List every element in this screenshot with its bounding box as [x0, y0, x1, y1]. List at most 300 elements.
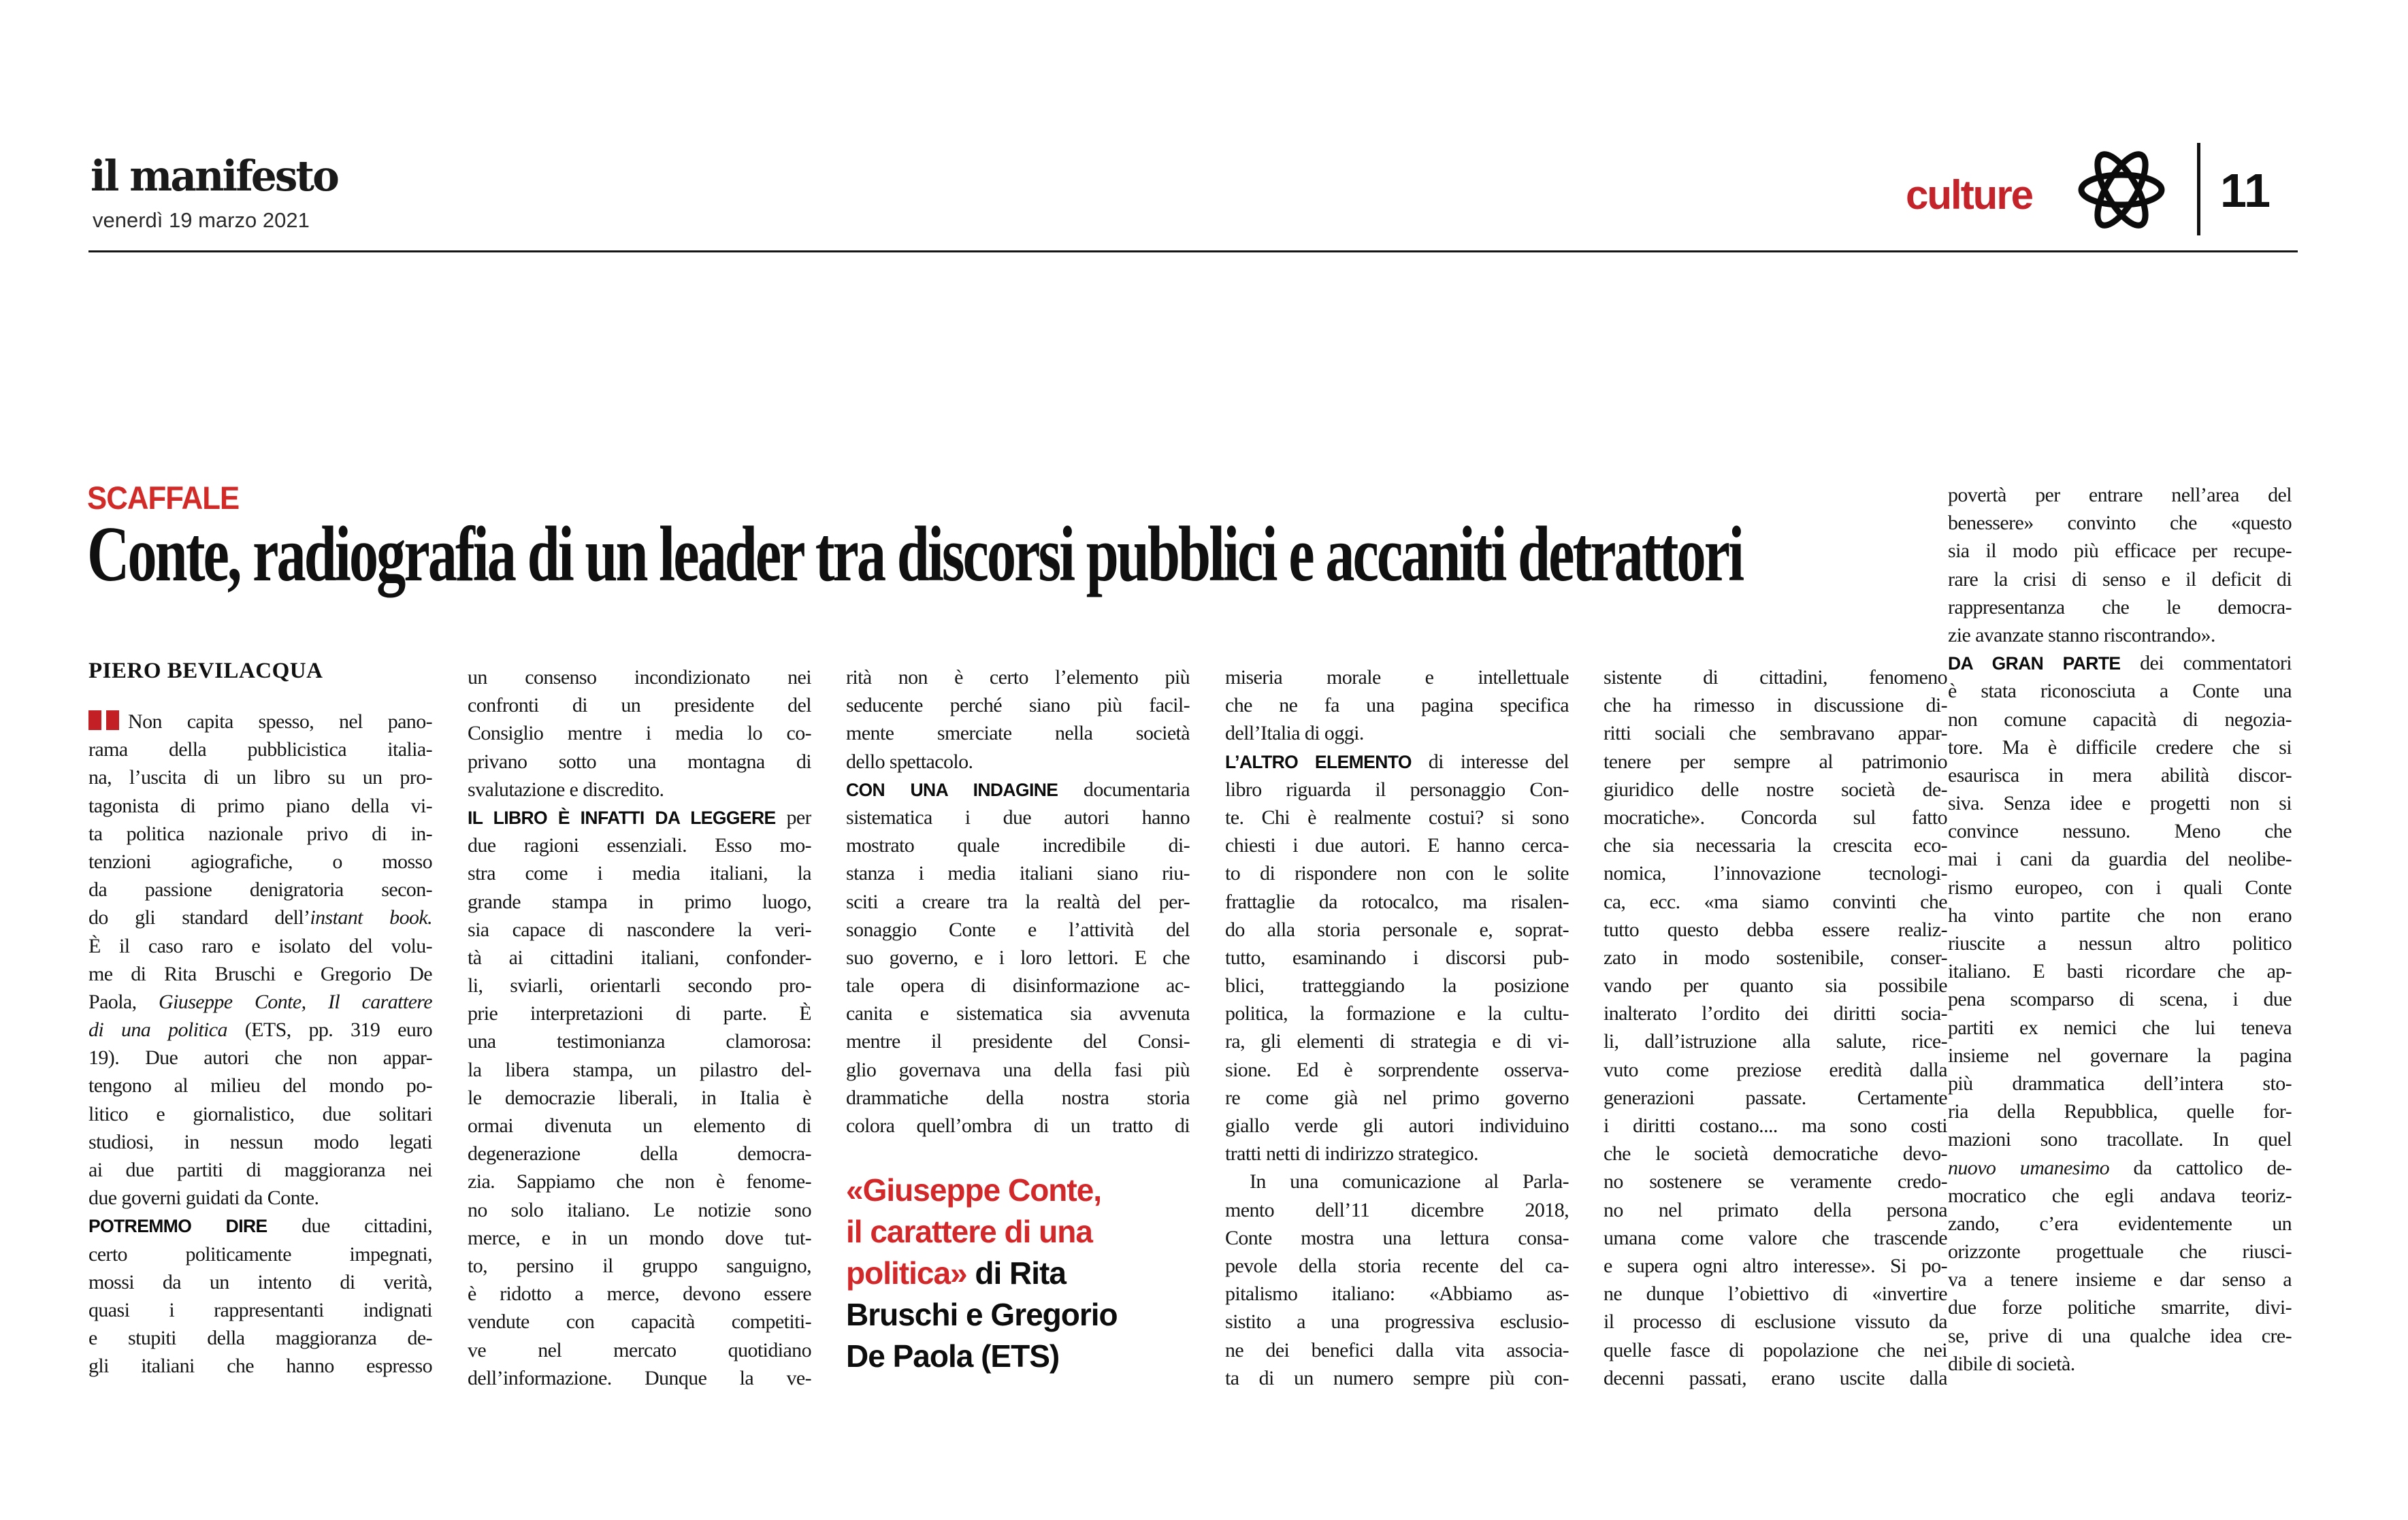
text-line	[1948, 1350, 2292, 1378]
paragraph-lead-in: IL LIBRO È INFATTI DA LEGGERE	[468, 807, 776, 828]
text-segment: e stupiti della maggioranza de-	[88, 1327, 432, 1350]
text-line	[846, 944, 1190, 972]
text-line	[1948, 1238, 2292, 1266]
pull-quote-line	[846, 1294, 1190, 1336]
text-segment: to, persino il gruppo sanguigno,	[468, 1254, 811, 1277]
text-line	[1948, 1210, 2292, 1238]
text-line	[88, 904, 432, 931]
text-segment: ria della Repubblica, quelle for-	[1948, 1100, 2292, 1123]
text-line	[1948, 706, 2292, 733]
text-segment: canita e sistematica sia avvenuta	[846, 1002, 1190, 1025]
text-line	[846, 776, 1190, 804]
text-line	[846, 1027, 1190, 1055]
text-segment: zia. Sappiamo che non è fenome-	[468, 1170, 811, 1193]
text-line	[1604, 719, 1947, 747]
text-segment: tagonista di primo piano della vi-	[88, 794, 432, 817]
text-line	[468, 1280, 811, 1308]
text-segment: ta di un numero sempre più con-	[1225, 1366, 1569, 1389]
text-line	[1604, 888, 1947, 916]
text-line	[1604, 1084, 1947, 1112]
headline: Conte, radiografia di un leader tra discorsi pubblici e accaniti detrattori	[87, 511, 1743, 598]
text-line	[88, 1072, 432, 1100]
text-line	[88, 1240, 432, 1268]
text-segment: tale opera di disinformazione ac-	[846, 974, 1190, 997]
byline: PIERO BEVILACQUA	[88, 659, 323, 683]
text-line	[1948, 649, 2292, 677]
text-segment: da cattolico de-	[2109, 1156, 2292, 1179]
masthead-logo: il manifesto	[91, 151, 338, 201]
text-segment: mai i cani da guardia del neolibe-	[1948, 848, 2292, 871]
text-line	[1604, 999, 1947, 1027]
text-line	[1225, 719, 1569, 747]
text-segment: benessere» convinto che «questo	[1948, 512, 2292, 535]
text-segment: zie avanzate stanno riscontrando».	[1948, 623, 2215, 646]
text-segment: miseria morale e intellettuale	[1225, 666, 1569, 689]
text-line	[1225, 663, 1569, 691]
text-line	[1948, 985, 2292, 1013]
text-line	[846, 1056, 1190, 1084]
paragraph-lead-in: DA GRAN PARTE	[1948, 653, 2121, 674]
text-line	[1604, 748, 1947, 776]
text-line	[88, 820, 432, 848]
text-line	[1225, 1168, 1569, 1195]
text-segment: do gli standard dell’	[88, 906, 310, 929]
text-segment: merce, e in un mondo dove tut-	[468, 1226, 811, 1249]
text-line	[88, 1156, 432, 1184]
text-segment: privano sotto una montagna di	[468, 750, 811, 773]
text-segment: pitalismo italiano: «Abbiamo as-	[1225, 1283, 1569, 1306]
pull-quote-segment: «Giuseppe Conte,	[846, 1172, 1102, 1208]
header-rule	[88, 250, 2298, 252]
text-line	[1948, 1042, 2292, 1070]
text-line	[88, 1324, 432, 1352]
text-line	[1225, 831, 1569, 859]
text-segment: no nel primato della persona	[1604, 1198, 1947, 1221]
text-line	[1948, 733, 2292, 761]
text-line	[468, 1084, 811, 1112]
text-segment: è ridotto a merce, devono essere	[468, 1283, 811, 1306]
text-segment: libro riguarda il personaggio Con-	[1225, 778, 1569, 801]
text-line	[1948, 1070, 2292, 1097]
text-segment: In una comunicazione al Parla-	[1250, 1170, 1569, 1193]
text-segment: sistente di cittadini, fenomeno	[1604, 666, 1947, 689]
text-line	[468, 1056, 811, 1084]
text-line	[1604, 663, 1947, 691]
text-line	[468, 944, 811, 972]
text-segment: frattaglie da rotocalco, ma risalen-	[1225, 890, 1569, 913]
text-segment: tengono al milieu del mondo po-	[88, 1074, 432, 1097]
text-line	[1948, 929, 2292, 957]
text-segment: zando, c’era evidentemente un	[1948, 1212, 2292, 1235]
text-segment: tratti netti di indirizzo strategico.	[1225, 1142, 1478, 1166]
text-line	[88, 792, 432, 820]
text-segment: tà ai cittadini italiani, confonder-	[468, 946, 811, 969]
text-segment: litico e giornalistico, due solitari	[88, 1102, 432, 1125]
text-line	[88, 1184, 432, 1212]
text-line	[1225, 916, 1569, 944]
text-line	[846, 691, 1190, 719]
issue-date: venerdì 19 marzo 2021	[93, 208, 310, 232]
text-segment: non comune capacità di negozia-	[1948, 708, 2292, 731]
text-segment: re come già nel primo governo	[1225, 1086, 1569, 1109]
text-segment: tutto questo debba essere realiz-	[1604, 918, 1947, 941]
article-column-1	[88, 708, 432, 1381]
text-segment: sonaggio Conte e l’attività del	[846, 918, 1190, 941]
kicker: SCAFFALE	[87, 480, 240, 516]
text-segment: sistematica i due autori hanno	[846, 806, 1190, 829]
text-line	[846, 888, 1190, 916]
text-line	[1948, 565, 2292, 593]
text-line	[88, 1352, 432, 1380]
text-line	[88, 988, 432, 1016]
text-line	[88, 960, 432, 988]
text-line	[846, 748, 1190, 776]
text-segment: esaurisca in mera abilità discor-	[1948, 763, 2292, 787]
text-line	[1604, 1252, 1947, 1280]
text-segment: inalterato l’ordito dei diritti socia-	[1604, 1002, 1947, 1025]
text-line	[1604, 859, 1947, 887]
text-segment: le democrazie liberali, in Italia è	[468, 1086, 811, 1109]
atom-logo-icon	[2077, 148, 2166, 231]
text-line	[846, 804, 1190, 831]
text-segment: nomica, l’innovazione tecnologi-	[1604, 862, 1947, 885]
text-segment: sione. Ed è sorprendente osserva-	[1225, 1058, 1569, 1081]
text-segment: na, l’uscita di un libro su un pro-	[88, 766, 432, 789]
text-segment: generazioni passate. Certamente	[1604, 1086, 1947, 1109]
text-segment: dello spettacolo.	[846, 750, 973, 773]
text-line	[1948, 874, 2292, 902]
text-line	[1225, 1308, 1569, 1336]
text-line	[1604, 1224, 1947, 1252]
text-line	[1225, 972, 1569, 999]
text-segment: ca, ecc. «ma siamo convinti che	[1604, 890, 1947, 913]
text-line	[1225, 804, 1569, 831]
text-segment: drammatiche della nostra storia	[846, 1086, 1190, 1109]
text-segment: grande stampa in primo luogo,	[468, 890, 811, 913]
pull-quote-segment: politica»	[846, 1255, 967, 1291]
text-line	[1225, 999, 1569, 1027]
paragraph-lead-in: POTREMMO DIRE	[88, 1216, 267, 1237]
text-line	[1604, 1168, 1947, 1195]
text-segment: dibile di società.	[1948, 1352, 2075, 1375]
text-line	[88, 763, 432, 791]
text-segment: documentaria	[1058, 778, 1190, 801]
text-segment: mento dell’11 dicembre 2018,	[1225, 1198, 1569, 1221]
text-segment: colora quell’ombra di un tratto di	[846, 1114, 1190, 1137]
text-line	[468, 1336, 811, 1364]
text-segment: suo governo, e i loro lettori. E che	[846, 946, 1190, 969]
text-line	[468, 999, 811, 1027]
text-line	[1604, 1196, 1947, 1224]
text-segment: il processo di esclusione vissuto da	[1604, 1310, 1947, 1334]
text-segment: 19). Due autori che non appar-	[88, 1046, 432, 1070]
text-line	[1948, 509, 2292, 537]
text-segment: mentre il presidente del Consi-	[846, 1030, 1190, 1053]
text-line	[1948, 677, 2292, 705]
text-segment: quasi i rappresentanti indignati	[88, 1298, 432, 1321]
text-segment: dell’informazione. Dunque la ve-	[468, 1366, 811, 1389]
text-segment: due cittadini,	[267, 1215, 432, 1238]
text-line	[1604, 972, 1947, 999]
text-line	[1604, 944, 1947, 972]
text-segment: politica, la formazione e la cultu-	[1225, 1002, 1569, 1025]
text-segment: prie interpretazioni di parte. È	[468, 1002, 811, 1025]
text-line	[468, 831, 811, 859]
text-segment: decenni passati, erano uscite dalla	[1604, 1366, 1947, 1389]
text-segment: stra come i media italiani, la	[468, 862, 811, 885]
text-segment: studiosi, in nessun modo legati	[88, 1130, 432, 1153]
section-label: culture	[1906, 172, 2033, 218]
text-line	[1948, 481, 2292, 509]
book-pull-quote	[846, 1170, 1190, 1377]
text-segment: convince nessuno. Meno che	[1948, 820, 2292, 843]
text-line	[1948, 593, 2292, 621]
text-segment: pena scomparso di scena, i due	[1948, 988, 2292, 1011]
text-line	[1948, 1154, 2292, 1182]
text-segment: rare la crisi di senso e il deficit di	[1948, 567, 2292, 591]
text-line	[88, 848, 432, 876]
text-line	[1604, 916, 1947, 944]
text-segment: rismo europeo, con i quali Conte	[1948, 876, 2292, 899]
text-segment: insieme nel governare la pagina	[1948, 1044, 2292, 1067]
page-number: 11	[2220, 164, 2271, 217]
text-line	[846, 1084, 1190, 1112]
text-line	[1948, 789, 2292, 817]
text-segment: me di Rita Bruschi e Gregorio De	[88, 962, 432, 985]
paragraph-marker-icon	[106, 710, 119, 730]
text-segment: ne dei benefici dalla vita associa-	[1225, 1338, 1569, 1361]
text-line	[1948, 1125, 2292, 1153]
text-segment: sciti a creare tra la realtà del per-	[846, 890, 1190, 913]
text-segment: e supera ogni altro interesse». Si po-	[1604, 1254, 1947, 1277]
text-line	[1604, 691, 1947, 719]
text-segment: siva. Senza idee e progetti non si	[1948, 792, 2292, 815]
text-line	[1604, 776, 1947, 804]
article-column-2	[468, 663, 811, 1392]
pull-quote-line	[846, 1170, 1190, 1211]
text-line	[468, 663, 811, 691]
text-line	[468, 1364, 811, 1392]
text-segment: ve nel mercato quotidiano	[468, 1338, 811, 1361]
text-line	[88, 1268, 432, 1296]
text-line	[88, 876, 432, 904]
text-line	[468, 776, 811, 804]
text-segment: instant book.	[310, 906, 432, 929]
text-line	[1948, 1322, 2292, 1350]
text-line	[1948, 1014, 2292, 1042]
text-segment: blici, tratteggiando la posizione	[1225, 974, 1569, 997]
text-segment: vendute con capacità competiti-	[468, 1310, 811, 1334]
text-segment: due forze politiche smarrite, divi-	[1948, 1296, 2292, 1319]
text-segment: glio governava una della fasi più	[846, 1058, 1190, 1081]
text-segment: (ETS, pp. 319 euro	[227, 1019, 432, 1042]
text-segment: sia capace di nascondere la veri-	[468, 918, 811, 941]
text-segment: rama della pubblicistica italia-	[88, 738, 432, 761]
text-segment: vando per quanto sia possibile	[1604, 974, 1947, 997]
text-line	[1225, 1364, 1569, 1392]
text-segment: no sostenere se veramente credo-	[1604, 1170, 1947, 1193]
text-segment: seducente perché siano più facil-	[846, 694, 1190, 717]
text-segment: che ne fa una pagina specifica	[1225, 694, 1569, 717]
text-segment: te. Chi è realmente costui? si sono	[1225, 806, 1569, 829]
pull-quote-segment: di Rita	[966, 1255, 1066, 1291]
text-line	[468, 1224, 811, 1252]
text-line	[1604, 804, 1947, 831]
text-line	[846, 999, 1190, 1027]
text-line	[468, 804, 811, 831]
text-line	[1948, 1097, 2292, 1125]
paragraph-lead-in: CON UNA INDAGINE	[846, 779, 1058, 800]
text-segment: umana come valore che trascende	[1604, 1226, 1947, 1249]
text-line	[1604, 1112, 1947, 1140]
text-line	[1225, 748, 1569, 776]
text-segment: to di rispondere non con le solite	[1225, 862, 1569, 885]
text-segment: ra, gli elementi di strategia e di vi-	[1225, 1030, 1569, 1053]
text-segment: di interesse del	[1411, 750, 1569, 773]
text-segment: che ha rimesso in discussione di-	[1604, 694, 1947, 717]
text-line	[1948, 902, 2292, 929]
text-segment: tenzioni agiografiche, o mosso	[88, 850, 432, 873]
text-line	[468, 1252, 811, 1280]
text-segment: ta politica nazionale privo di in-	[88, 822, 432, 845]
text-line	[1948, 621, 2292, 649]
text-line	[468, 691, 811, 719]
text-line	[88, 1296, 432, 1324]
text-line	[1225, 1112, 1569, 1140]
text-line	[88, 932, 432, 960]
text-segment: giallo verde gli autori individuino	[1225, 1114, 1569, 1137]
text-segment: orizzonte progettuale che riusci-	[1948, 1240, 2292, 1263]
text-line	[468, 1112, 811, 1140]
text-line	[468, 1140, 811, 1168]
text-segment: confronti di un presidente del	[468, 694, 811, 717]
text-segment: partiti ex nemici che lui teneva	[1948, 1016, 2292, 1039]
text-segment: di una politica	[88, 1019, 227, 1042]
text-segment: per	[775, 806, 811, 829]
text-segment: no solo italiano. Le notizie sono	[468, 1198, 811, 1221]
text-segment: gli italiani che hanno espresso	[88, 1355, 432, 1378]
text-line	[1225, 691, 1569, 719]
text-line	[1225, 859, 1569, 887]
text-segment: una testimonianza clamorosa:	[468, 1030, 811, 1053]
text-segment: la libera stampa, un pilastro del-	[468, 1058, 811, 1081]
text-segment: giuridico delle nostre società de-	[1604, 778, 1947, 801]
text-line	[1225, 1196, 1569, 1224]
text-line	[1948, 537, 2292, 565]
text-line	[88, 1212, 432, 1240]
text-line	[1225, 1084, 1569, 1112]
text-line	[468, 888, 811, 916]
pull-quote-segment: il carattere di una	[846, 1214, 1092, 1250]
text-line	[846, 719, 1190, 747]
text-segment: se, prive di una qualche idea cre-	[1948, 1324, 2292, 1347]
text-segment: ha vinto partite che non erano	[1948, 904, 2292, 927]
text-line	[468, 972, 811, 999]
text-line	[1604, 1308, 1947, 1336]
text-line	[88, 1100, 432, 1128]
text-segment: ai due partiti di maggioranza nei	[88, 1159, 432, 1181]
pull-quote-line	[846, 1211, 1190, 1253]
pull-quote-segment: De Paola (ETS)	[846, 1338, 1060, 1374]
article-column-6	[1948, 481, 2292, 1378]
text-segment: vuto come preziose eredità dalla	[1604, 1058, 1947, 1081]
text-segment: stanza i media italiani siano riu-	[846, 862, 1190, 885]
text-line	[468, 1168, 811, 1195]
text-segment: Consiglio mentre i media lo co-	[468, 722, 811, 745]
text-line	[1948, 1182, 2292, 1210]
text-segment: va a tenere insieme e dar senso a	[1948, 1268, 2292, 1291]
text-segment: ne dunque l’obiettivo di «invertire	[1604, 1283, 1947, 1306]
text-line	[1225, 1224, 1569, 1252]
text-line	[1225, 776, 1569, 804]
article-column-4	[1225, 663, 1569, 1392]
text-segment: Giuseppe Conte, Il carattere	[159, 990, 432, 1013]
text-line	[1225, 944, 1569, 972]
text-line	[1948, 1293, 2292, 1321]
text-segment: due ragioni essenziali. Esso mo-	[468, 834, 811, 857]
text-segment: che le società democratiche devo-	[1604, 1142, 1947, 1166]
text-line	[1225, 1252, 1569, 1280]
text-line	[468, 1308, 811, 1336]
text-line	[1948, 1266, 2292, 1293]
text-segment: Paola,	[88, 990, 159, 1013]
text-line	[1225, 1280, 1569, 1308]
text-line	[846, 663, 1190, 691]
text-segment: dei commentatori	[2120, 652, 2292, 675]
text-segment: mocratiche». Concorda sul fatto	[1604, 806, 1947, 829]
text-segment: È il caso raro e isolato del volu-	[88, 934, 432, 957]
text-segment: i diritti costano.... ma sono costi	[1604, 1114, 1947, 1137]
text-segment: dell’Italia di oggi.	[1225, 722, 1364, 745]
text-line	[1225, 1056, 1569, 1084]
text-line	[468, 859, 811, 887]
text-segment: sistito a una progressiva esclusio-	[1225, 1310, 1569, 1334]
text-line	[88, 1016, 432, 1044]
text-line	[1225, 1140, 1569, 1168]
text-segment: rità non è certo l’elemento più	[846, 666, 1190, 689]
text-segment: do alla storia personale e, soprat-	[1225, 918, 1569, 941]
text-segment: svalutazione e discredito.	[468, 778, 664, 801]
text-segment: mossi da un intento di verità,	[88, 1270, 432, 1293]
text-line	[1604, 1280, 1947, 1308]
text-segment: povertà per entrare nell’area del	[1948, 484, 2292, 506]
article-column-3	[846, 663, 1190, 1377]
text-segment: Non capita spesso, nel pano-	[128, 710, 432, 733]
text-segment: riuscite a nessun altro politico	[1948, 932, 2292, 955]
text-segment: li, sviarli, orientarli secondo pro-	[468, 974, 811, 997]
text-segment: certo politicamente impegnati,	[88, 1242, 432, 1266]
text-line	[1604, 1140, 1947, 1168]
text-segment: mocratico che egli andava teoriz-	[1948, 1184, 2292, 1207]
text-line	[468, 1027, 811, 1055]
text-line	[846, 831, 1190, 859]
text-line	[88, 708, 432, 736]
text-segment: rappresentanza che le democra-	[1948, 595, 2292, 618]
text-line	[468, 916, 811, 944]
text-line	[846, 859, 1190, 887]
text-segment: che sia necessaria la crescita eco-	[1604, 834, 1947, 857]
paragraph-marker-icon	[88, 710, 101, 730]
text-line	[1604, 1027, 1947, 1055]
text-line	[1604, 1336, 1947, 1364]
text-line	[1225, 1336, 1569, 1364]
text-segment: mente smerciate nella società	[846, 722, 1190, 745]
text-line	[1948, 957, 2292, 985]
text-segment: li, dall’istruzione alla salute, rice-	[1604, 1030, 1947, 1053]
text-line	[1948, 817, 2292, 845]
text-segment: tore. Ma è difficile credere che si	[1948, 736, 2292, 759]
text-segment: tenere per sempre al patrimonio	[1604, 750, 1947, 773]
